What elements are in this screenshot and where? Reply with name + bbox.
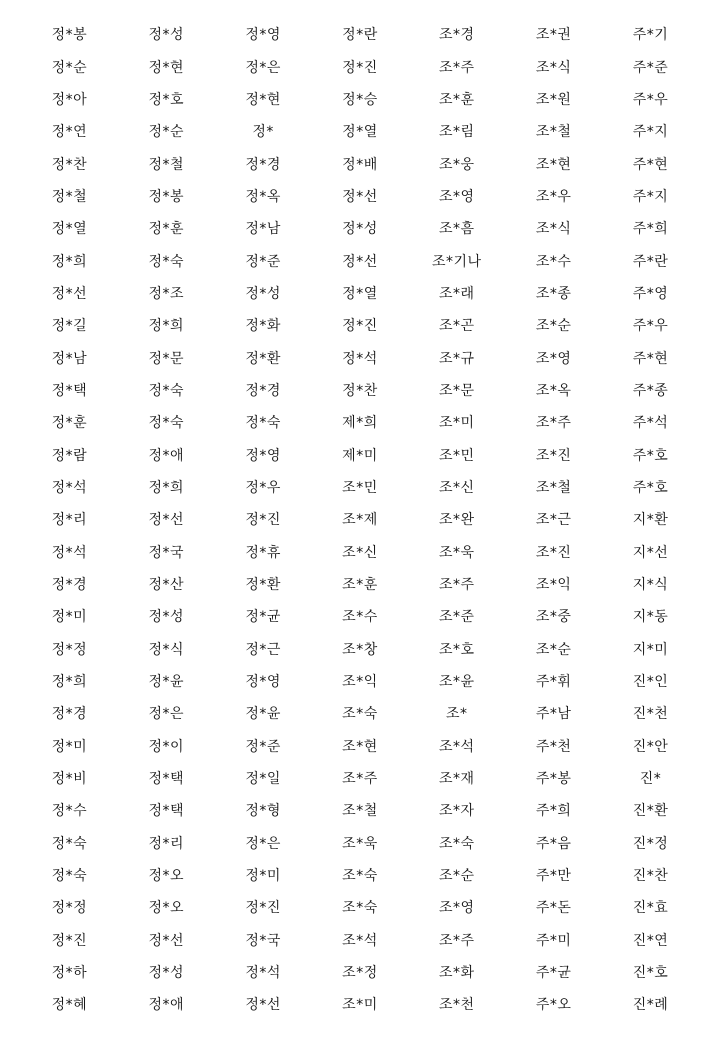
name-entry: 조*창	[342, 641, 378, 658]
name-entry: 정*하	[51, 965, 88, 982]
name-entry: 정*국	[245, 932, 281, 949]
name-entry: 정*환	[245, 577, 281, 594]
name-entry: 주*오	[535, 997, 572, 1014]
name-entry: 조*수	[535, 253, 572, 270]
name-entry: 주*남	[535, 706, 572, 723]
name-entry: 정*이	[148, 738, 185, 755]
name-entry: 정*택	[51, 382, 88, 399]
name-entry: 주*만	[535, 868, 572, 885]
name-entry: 진*례	[632, 997, 669, 1014]
name-entry: 정*남	[51, 350, 88, 367]
name-entry: 정*현	[245, 91, 281, 108]
name-entry: 조*주	[439, 932, 475, 949]
name-entry: 주*봉	[535, 771, 572, 788]
name-entry: 진*인	[632, 674, 669, 691]
name-entry: 정*영	[245, 27, 281, 44]
name-entry: 정*성	[148, 27, 185, 44]
name-entry: 조*미	[439, 415, 475, 432]
name-entry: 정*순	[148, 124, 185, 141]
name-entry: 정*미	[51, 738, 88, 755]
name-entry: 지*환	[632, 512, 669, 529]
name-entry: 정*리	[148, 835, 185, 852]
name-entry: 정*수	[51, 803, 88, 820]
name-entry: 정*은	[245, 59, 281, 76]
name-entry: 조*훈	[342, 577, 378, 594]
name-entry: 정*현	[148, 59, 185, 76]
name-entry: 정*숙	[51, 835, 88, 852]
name-entry: 조*익	[342, 674, 378, 691]
name-entry: 정*란	[342, 27, 378, 44]
name-entry: 정*석	[51, 544, 88, 561]
name-entry: 조*곤	[439, 318, 475, 335]
name-entry: 정*진	[245, 900, 281, 917]
name-list-grid	[21, 19, 699, 1022]
name-entry: 조*석	[342, 932, 378, 949]
name-entry: 정*남	[245, 221, 281, 238]
name-entry: 조*숙	[342, 868, 378, 885]
name-entry: 조*웅	[439, 156, 475, 173]
name-entry: 주*음	[535, 835, 572, 852]
name-entry: 정*경	[51, 706, 88, 723]
name-entry: 정*정	[51, 900, 88, 917]
name-entry: 정*성	[148, 965, 185, 982]
name-entry: 조*종	[535, 285, 572, 302]
name-entry: 제*미	[342, 447, 378, 464]
name-entry: 조*문	[439, 382, 475, 399]
name-entry: 조*영	[535, 350, 572, 367]
name-entry: 주*호	[632, 479, 669, 496]
name-entry: 조*자	[439, 803, 475, 820]
name-entry: 정*봉	[148, 188, 185, 205]
name-entry: 조*현	[535, 156, 572, 173]
name-entry: 조*석	[439, 738, 475, 755]
name-entry: 정*훈	[148, 221, 185, 238]
name-entry: 정*비	[51, 771, 88, 788]
name-entry: 진*환	[632, 803, 669, 820]
name-entry: 지*미	[632, 641, 669, 658]
name-entry: 정*영	[245, 447, 281, 464]
name-entry: 정*근	[245, 641, 281, 658]
name-entry: 정*찬	[51, 156, 88, 173]
name-entry: 정*숙	[148, 382, 185, 399]
name-entry: 정*영	[245, 674, 281, 691]
name-entry: 조*규	[439, 350, 475, 367]
name-entry: 정*택	[148, 803, 185, 820]
name-entry: 주*미	[535, 932, 572, 949]
name-entry: 정*문	[148, 350, 185, 367]
name-entry: 정*식	[148, 641, 185, 658]
name-entry: 정*국	[148, 544, 185, 561]
name-entry: 정*철	[148, 156, 185, 173]
name-entry: 정*숙	[148, 415, 185, 432]
name-entry: 정*성	[245, 285, 281, 302]
name-entry: 조*경	[439, 27, 475, 44]
name-entry: 정*진	[245, 512, 281, 529]
name-entry: 주*현	[632, 350, 669, 367]
name-entry: 정*숙	[148, 253, 185, 270]
name-entry: 조*화	[439, 965, 475, 982]
name-entry: 주*종	[632, 382, 669, 399]
name-entry: 조*현	[342, 738, 378, 755]
name-entry: 정*아	[51, 91, 88, 108]
name-entry: 지*동	[632, 609, 669, 626]
name-entry: 조*흠	[439, 221, 475, 238]
name-entry: 조*옥	[535, 382, 572, 399]
name-entry: 정*옥	[245, 188, 281, 205]
name-entry: 정*윤	[245, 706, 281, 723]
name-entry: 주*우	[632, 91, 669, 108]
name-entry: 조*철	[535, 479, 572, 496]
name-entry: 조*기나	[432, 253, 482, 270]
name-entry: 정*석	[342, 350, 378, 367]
name-entry: 조*호	[439, 641, 475, 658]
name-entry: 주*휘	[535, 674, 572, 691]
name-entry: 조*영	[439, 900, 475, 917]
name-entry: 정*일	[245, 771, 281, 788]
name-entry: 조*준	[439, 609, 475, 626]
name-entry: 조*진	[535, 544, 572, 561]
name-entry: 정*오	[148, 900, 185, 917]
name-entry: 정*석	[245, 965, 281, 982]
name-entry: 조*근	[535, 512, 572, 529]
name-entry: 정*준	[245, 253, 281, 270]
name-entry: 정*숙	[245, 415, 281, 432]
name-entry: 조*림	[439, 124, 475, 141]
name-entry: 주*영	[632, 285, 669, 302]
name-entry: 정*	[252, 124, 274, 141]
name-entry: 정*선	[245, 997, 281, 1014]
name-entry: 정*희	[51, 253, 88, 270]
name-entry: 조*민	[439, 447, 475, 464]
name-entry: 주*지	[632, 124, 669, 141]
name-entry: 주*천	[535, 738, 572, 755]
name-entry: 조*진	[535, 447, 572, 464]
name-entry: 조*원	[535, 91, 572, 108]
name-entry: 제*희	[342, 415, 378, 432]
name-entry: 정*애	[148, 997, 185, 1014]
name-entry: 조*훈	[439, 91, 475, 108]
name-entry: 조*신	[342, 544, 378, 561]
name-entry: 정*윤	[148, 674, 185, 691]
name-entry: 조*순	[535, 318, 572, 335]
name-entry: 정*호	[148, 91, 185, 108]
name-entry: 조*주	[342, 771, 378, 788]
name-entry: 정*열	[51, 221, 88, 238]
name-entry: 정*진	[51, 932, 88, 949]
name-entry: 정*진	[342, 318, 378, 335]
name-entry: 주*희	[632, 221, 669, 238]
name-entry: 지*식	[632, 577, 669, 594]
name-entry: 조*민	[342, 479, 378, 496]
name-entry: 정*정	[51, 641, 88, 658]
name-entry: 정*열	[342, 285, 378, 302]
name-entry: 정*리	[51, 512, 88, 529]
name-entry: 정*석	[51, 479, 88, 496]
name-entry: 정*경	[245, 156, 281, 173]
name-entry: 조*정	[342, 965, 378, 982]
name-entry: 주*석	[632, 415, 669, 432]
name-entry: 정*준	[245, 738, 281, 755]
name-entry: 정*혜	[51, 997, 88, 1014]
name-entry: 주*돈	[535, 900, 572, 917]
name-entry: 정*휴	[245, 544, 281, 561]
name-entry: 정*희	[148, 479, 185, 496]
name-entry: 진*호	[632, 965, 669, 982]
name-entry: 조*철	[342, 803, 378, 820]
name-entry: 조*순	[439, 868, 475, 885]
name-entry: 정*숙	[51, 868, 88, 885]
name-entry: 조*식	[535, 221, 572, 238]
name-entry: 진*천	[632, 706, 669, 723]
name-entry: 정*람	[51, 447, 88, 464]
name-entry: 주*지	[632, 188, 669, 205]
name-entry: 조*욱	[439, 544, 475, 561]
name-entry: 정*순	[51, 59, 88, 76]
name-entry: 조*래	[439, 285, 475, 302]
name-entry: 정*화	[245, 318, 281, 335]
name-entry: 정*경	[245, 382, 281, 399]
name-entry: 조*주	[535, 415, 572, 432]
name-entry: 정*희	[148, 318, 185, 335]
name-entry: 정*은	[148, 706, 185, 723]
name-entry: 조*권	[535, 27, 572, 44]
name-entry: 정*선	[342, 253, 378, 270]
name-entry: 정*연	[51, 124, 88, 141]
name-entry: 조*숙	[342, 706, 378, 723]
name-entry: 조*식	[535, 59, 572, 76]
name-entry: 정*성	[342, 221, 378, 238]
name-entry: 정*산	[148, 577, 185, 594]
name-entry: 조*순	[535, 641, 572, 658]
name-entry: 조*미	[342, 997, 378, 1014]
name-entry: 주*우	[632, 318, 669, 335]
name-entry: 조*제	[342, 512, 378, 529]
name-entry: 진*	[639, 771, 662, 788]
name-entry: 정*선	[342, 188, 378, 205]
name-entry: 주*준	[632, 59, 669, 76]
name-entry: 조*	[446, 706, 468, 723]
name-entry: 조*욱	[342, 835, 378, 852]
name-entry: 정*경	[51, 577, 88, 594]
name-entry: 조*철	[535, 124, 572, 141]
name-entry: 조*주	[439, 59, 475, 76]
name-entry: 조*재	[439, 771, 475, 788]
name-entry: 정*택	[148, 771, 185, 788]
name-entry: 정*열	[342, 124, 378, 141]
name-entry: 정*은	[245, 835, 281, 852]
name-entry: 조*완	[439, 512, 475, 529]
name-entry: 진*정	[632, 835, 669, 852]
name-entry: 정*희	[51, 674, 88, 691]
name-entry: 정*철	[51, 188, 88, 205]
name-entry: 정*선	[148, 932, 185, 949]
name-entry: 조*익	[535, 577, 572, 594]
name-entry: 정*길	[51, 318, 88, 335]
name-entry: 주*호	[632, 447, 669, 464]
name-entry: 정*선	[148, 512, 185, 529]
name-entry: 지*선	[632, 544, 669, 561]
name-entry: 진*안	[632, 738, 669, 755]
name-entry: 조*우	[535, 188, 572, 205]
name-entry: 정*우	[245, 479, 281, 496]
name-entry: 정*환	[245, 350, 281, 367]
name-entry: 조*중	[535, 609, 572, 626]
name-entry: 조*숙	[342, 900, 378, 917]
name-entry: 조*신	[439, 479, 475, 496]
name-entry: 정*성	[148, 609, 185, 626]
name-entry: 정*진	[342, 59, 378, 76]
name-entry: 주*현	[632, 156, 669, 173]
name-entry: 정*애	[148, 447, 185, 464]
name-entry: 주*기	[632, 27, 669, 44]
name-entry: 진*연	[632, 932, 669, 949]
name-entry: 정*조	[148, 285, 185, 302]
name-entry: 정*승	[342, 91, 378, 108]
name-entry: 정*선	[51, 285, 88, 302]
name-entry: 조*윤	[439, 674, 475, 691]
name-entry: 정*형	[245, 803, 281, 820]
name-entry: 정*미	[51, 609, 88, 626]
name-entry: 정*오	[148, 868, 185, 885]
name-entry: 조*천	[439, 997, 475, 1014]
name-entry: 조*수	[342, 609, 378, 626]
name-entry: 정*찬	[342, 382, 378, 399]
name-entry: 정*배	[342, 156, 378, 173]
name-entry: 주*균	[535, 965, 572, 982]
name-entry: 정*균	[245, 609, 281, 626]
name-entry: 조*주	[439, 577, 475, 594]
name-entry: 정*봉	[51, 27, 88, 44]
name-entry: 조*숙	[439, 835, 475, 852]
name-entry: 정*미	[245, 868, 281, 885]
name-entry: 정*훈	[51, 415, 88, 432]
name-entry: 주*희	[535, 803, 572, 820]
name-entry: 진*효	[632, 900, 669, 917]
name-entry: 조*영	[439, 188, 475, 205]
name-entry: 주*란	[632, 253, 669, 270]
name-entry: 진*찬	[632, 868, 669, 885]
